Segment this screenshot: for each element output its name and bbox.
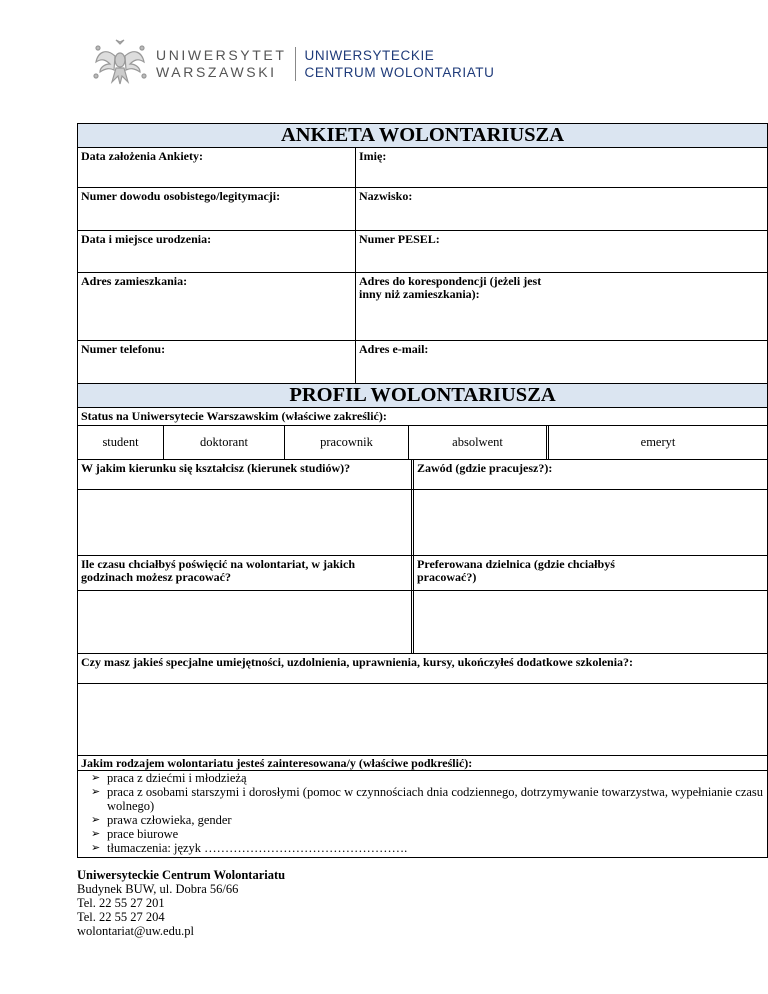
- time-commitment-label: Ile czasu chciałbyś poświęcić na wolontariat, w jakich godzinach możesz pracować?: [78, 556, 412, 591]
- field-address[interactable]: Adres zamieszkania:: [78, 273, 356, 341]
- arrow-bullet-icon: ➢: [91, 772, 101, 784]
- footer-org-name: Uniwersyteckie Centrum Wolontariatu: [77, 868, 286, 882]
- logo-university-line1: UNIWERSYTET: [156, 47, 287, 63]
- arrow-bullet-icon: ➢: [91, 842, 101, 854]
- logo-university-line2: WARSZAWSKI: [156, 64, 277, 80]
- volunteering-type-text: tłumaczenia: język ………………………………………….: [107, 841, 408, 855]
- field-last-name[interactable]: Nazwisko:: [356, 188, 768, 231]
- field-correspondence-address[interactable]: [356, 273, 768, 341]
- university-logo: [92, 38, 495, 90]
- profile-header-table: [77, 383, 768, 426]
- logo-center-line2: CENTRUM WOLONTARIATU: [304, 65, 495, 80]
- profile-title: PROFIL WOLONTARIUSZA: [78, 384, 768, 408]
- profile-section: [77, 383, 768, 858]
- volunteering-type-text: prawa człowieka, gender: [107, 813, 232, 827]
- arrow-bullet-icon: ➢: [91, 828, 101, 840]
- volunteering-type-item[interactable]: [91, 827, 764, 841]
- volunteering-types-cell: [78, 771, 768, 858]
- profile-details-table: [77, 459, 768, 858]
- status-option-pracownik[interactable]: pracownik: [285, 426, 409, 460]
- preferred-district-input[interactable]: [414, 591, 768, 654]
- arrow-bullet-icon: ➢: [91, 786, 101, 798]
- logo-university-name: [156, 47, 287, 81]
- preferred-district-text: Preferowana dzielnica (gdzie chciałbyś pracować?): [417, 557, 615, 584]
- survey-title: ANKIETA WOLONTARIUSZA: [78, 124, 768, 148]
- volunteering-type-text: praca z dziećmi i młodzieżą: [107, 771, 247, 785]
- survey-table: [77, 123, 768, 384]
- field-correspondence-address-label: Adres do korespondencji (jeżeli jest inny niż zamieszkania):: [359, 274, 542, 301]
- skills-input[interactable]: [78, 684, 768, 756]
- logo-divider: [295, 47, 296, 81]
- status-options-table: [77, 425, 768, 460]
- field-birth-date-place[interactable]: Data i miejsce urodzenia:: [78, 231, 356, 273]
- field-date-created[interactable]: Data założenia Ankiety:: [78, 148, 356, 188]
- volunteering-type-item[interactable]: [91, 771, 764, 785]
- preferred-district-label: [414, 556, 768, 591]
- field-email[interactable]: Adres e-mail:: [356, 341, 768, 384]
- field-of-study-input[interactable]: [78, 490, 412, 556]
- volunteering-types-list: [81, 771, 764, 855]
- field-of-study-label: W jakim kierunku się kształcisz (kierunek studiów)?: [78, 460, 412, 490]
- status-option-absolwent[interactable]: absolwent: [409, 426, 548, 460]
- volunteering-type-label: Jakim rodzajem wolontariatu jesteś zainteresowana/y (właściwe podkreślić):: [78, 756, 768, 771]
- status-option-doktorant[interactable]: doktorant: [164, 426, 285, 460]
- eagle-emblem-icon: [92, 38, 148, 90]
- footer-address: Budynek BUW, ul. Dobra 56/66: [77, 882, 239, 896]
- field-phone[interactable]: Numer telefonu:: [78, 341, 356, 384]
- skills-label: Czy masz jakieś specjalne umiejętności, uzdolnienia, uprawnienia, kursy, ukończyłeś dodatkowe szkolenia?:: [78, 654, 768, 684]
- survey-section: [77, 123, 768, 384]
- footer-contact: [77, 868, 285, 938]
- status-option-student[interactable]: student: [78, 426, 164, 460]
- footer-email[interactable]: wolontariat@uw.edu.pl: [77, 924, 194, 938]
- volunteering-type-item[interactable]: [91, 785, 764, 813]
- volunteering-type-text: prace biurowe: [107, 827, 179, 841]
- time-commitment-input[interactable]: [78, 591, 412, 654]
- field-first-name[interactable]: Imię:: [356, 148, 768, 188]
- status-option-emeryt[interactable]: emeryt: [548, 426, 768, 460]
- profession-input[interactable]: [414, 490, 768, 556]
- footer-phone-2: Tel. 22 55 27 204: [77, 910, 165, 924]
- logo-center-name: [305, 47, 495, 81]
- logo-center-line1: UNIWERSYTECKIE: [304, 48, 435, 63]
- volunteering-type-item[interactable]: [91, 813, 764, 827]
- arrow-bullet-icon: ➢: [91, 814, 101, 826]
- field-id-number[interactable]: Numer dowodu osobistego/legitymacji:: [78, 188, 356, 231]
- field-pesel[interactable]: Numer PESEL:: [356, 231, 768, 273]
- volunteering-type-text: praca z osobami starszymi i dorosłymi (pomoc w czynnościach dnia codziennego, dotrzymywanie towarzystwa, wypełnianie czasu wolnego): [107, 785, 764, 813]
- profession-label: Zawód (gdzie pracujesz?):: [414, 460, 768, 490]
- footer-phone-1: Tel. 22 55 27 201: [77, 896, 165, 910]
- volunteering-type-item[interactable]: [91, 841, 764, 855]
- status-label: Status na Uniwersytecie Warszawskim (właściwe zakreślić):: [78, 408, 768, 426]
